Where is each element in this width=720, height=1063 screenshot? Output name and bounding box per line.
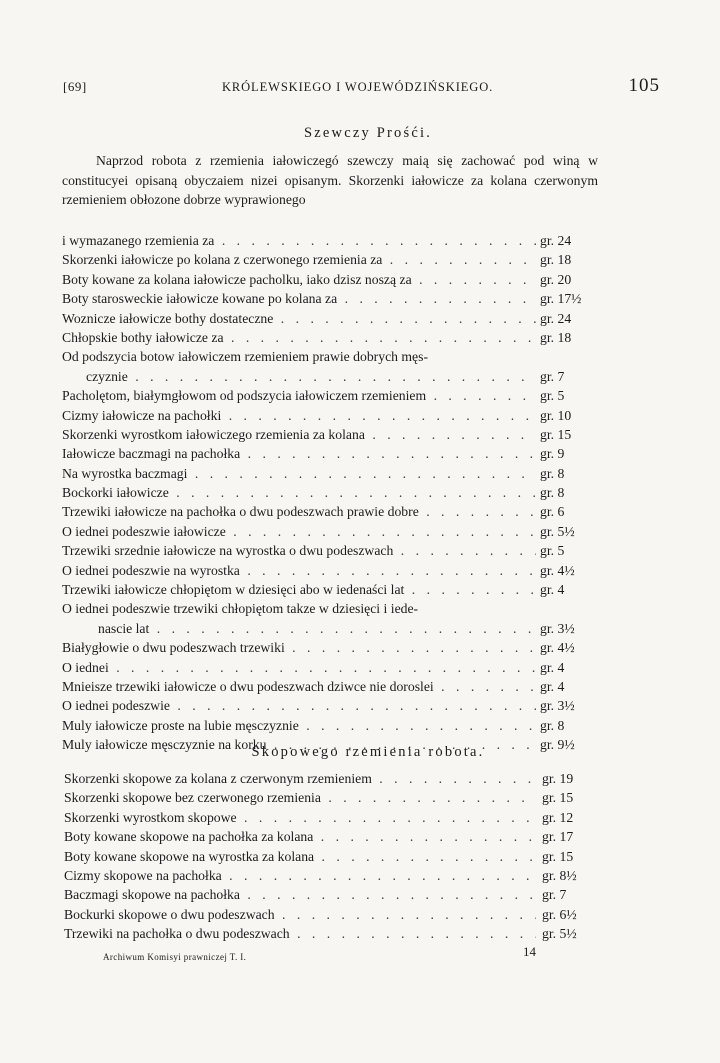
item-description: Od podszycia botow iałowiczem rzemieniem prawie dobrych męs-	[62, 349, 429, 365]
list-item	[62, 502, 598, 521]
list-item	[64, 885, 598, 904]
item-price: gr. 9	[540, 446, 565, 462]
item-price: gr. 4½	[540, 562, 575, 578]
item-description: O iednei podeszwie . . .	[62, 696, 536, 715]
item-price: gr. 5	[540, 543, 565, 559]
list-item	[64, 788, 598, 807]
list-item	[62, 619, 598, 638]
item-price: gr. 8	[540, 485, 565, 501]
item-description: Cizmy iałowicze na pachołki . . .	[62, 406, 536, 425]
item-price: gr. 8	[540, 465, 565, 481]
item-description: Bockorki iałowicze . . .	[62, 483, 536, 502]
item-description: Trzewiki na pachołka o dwu podeszwach . . .	[64, 924, 536, 943]
item-description: Trzewiki iałowicze na pachołka o dwu podeszwach prawie dobre . . .	[62, 502, 536, 521]
list-item	[62, 716, 598, 735]
list-item	[62, 347, 598, 366]
header-page-bracket: [69]	[63, 79, 87, 94]
item-description: Iałowicze baczmagi na pachołka . . .	[62, 444, 536, 463]
list-item	[62, 289, 598, 308]
item-description: Boty kowane skopowe na wyrostka za kolana . . .	[64, 847, 536, 866]
item-description: Muly iałowicze proste na lubie męsczyznie . . .	[62, 716, 536, 735]
item-price: gr. 17½	[540, 291, 582, 307]
footer-note: Archiwum Komisyi prawniczej T. I.	[103, 952, 247, 962]
list-item	[64, 827, 598, 846]
item-description: Na wyrostka baczmagi . . .	[62, 464, 536, 483]
list-item	[62, 406, 598, 425]
item-description: czyznie . . .	[86, 367, 536, 386]
list-item	[62, 483, 598, 502]
item-price: gr. 7	[540, 368, 565, 384]
list-item	[62, 658, 598, 677]
item-price: gr. 12	[542, 809, 574, 825]
list-item	[62, 541, 598, 560]
item-price: gr. 18	[540, 329, 572, 345]
item-description: Baczmagi skopowe na pachołka . . .	[64, 885, 536, 904]
item-description: Skorzenki iałowicze po kolana z czerwonego rzemienia za . . .	[62, 250, 536, 269]
item-price: gr. 6	[540, 504, 565, 520]
item-description: Boty starosweckie iałowicze kowane po kolana za . . .	[62, 289, 536, 308]
list-item	[64, 905, 598, 924]
list-item	[62, 367, 598, 386]
item-price: gr. 7	[542, 887, 567, 903]
item-description: Mnieisze trzewiki iałowicze o dwu podeszwach dziwce nie doroslei . . .	[62, 677, 536, 696]
item-price: gr. 5	[540, 388, 565, 404]
item-price: gr. 10	[540, 407, 572, 423]
item-description: O iednei podeszwie trzewiki chłopiętom takze w dziesięci i iede-	[62, 601, 419, 617]
page-number: 105	[628, 75, 660, 96]
list-item	[62, 599, 598, 618]
item-price: gr. 4	[540, 582, 565, 598]
item-price: gr. 18	[540, 252, 572, 268]
item-price: gr. 4	[540, 678, 565, 694]
item-price: gr. 15	[542, 790, 574, 806]
item-description: Białygłowie o dwu podeszwach trzewiki . . .	[62, 638, 536, 657]
list-item	[62, 270, 598, 289]
item-price: gr. 5½	[542, 926, 577, 942]
list-item	[64, 866, 598, 885]
list-item	[64, 847, 598, 866]
item-price: gr. 3½	[540, 620, 575, 636]
item-price: gr. 20	[540, 271, 572, 287]
price-list-szewczy	[62, 231, 598, 755]
item-description: Trzewiki srzednie iałowicze na wyrostka o dwu podeszwach . . .	[62, 541, 536, 560]
item-price: gr. 19	[542, 771, 574, 786]
list-item	[62, 561, 598, 580]
item-price: gr. 5½	[540, 523, 575, 539]
item-description: Boty kowane skopowe na pachołka za kolana . . .	[64, 827, 536, 846]
item-price: gr. 15	[540, 426, 572, 442]
item-description: Chłopskie bothy iałowicze za . . .	[62, 328, 536, 347]
item-price: gr. 4½	[540, 640, 575, 656]
item-description: O iednei podeszwie iałowicze . . .	[62, 522, 536, 541]
item-description: Skorzenki wyrostkom skopowe . . .	[64, 808, 536, 827]
item-description: O iednei . . .	[62, 658, 536, 677]
item-description: Skorzenki skopowe bez czerwonego rzemienia . . .	[64, 788, 536, 807]
list-item	[62, 638, 598, 657]
list-item	[62, 580, 598, 599]
list-item	[62, 309, 598, 328]
item-description: Pacholętom, białymgłowom od podszycia iałowiczem rzemieniem . . .	[62, 386, 536, 405]
intro-paragraph	[62, 151, 598, 210]
header-title: KRÓLEWSKIEGO I WOJEWÓDZIŃSKIEGO.	[221, 80, 494, 94]
item-price: gr. 9½	[540, 737, 575, 753]
list-item	[64, 924, 598, 943]
item-price: gr. 6½	[542, 906, 577, 922]
price-list-skopowego	[64, 769, 598, 944]
item-price: gr. 8½	[542, 867, 577, 883]
list-item	[62, 522, 598, 541]
item-price: gr. 17	[542, 829, 574, 845]
item-description: Trzewiki iałowicze chłopiętom w dziesięci abo w iedenaści lat . . .	[62, 580, 536, 599]
list-item	[62, 231, 598, 250]
item-description: Skorzenki skopowe za kolana z czerwonym rzemieniem . . .	[64, 769, 536, 788]
list-item	[62, 677, 598, 696]
item-price: gr. 8	[540, 717, 565, 733]
item-description: Boty kowane za kolana iałowicze pacholku, iako dzisz noszą za . . .	[62, 270, 536, 289]
list-item	[62, 425, 598, 444]
section-title-szewczy: Szewczy Prośći.	[303, 125, 433, 141]
running-header	[63, 75, 660, 97]
item-price: gr. 24	[540, 233, 572, 248]
item-description: Skorzenki wyrostkom iałowiczego rzemienia za kolana . . .	[62, 425, 536, 444]
item-description: Muly iałowicze męsczyznie na korku . . .	[62, 735, 536, 754]
list-item	[64, 769, 598, 788]
item-price: gr. 3½	[540, 698, 575, 714]
item-description: i wymazanego rzemienia za . . .	[62, 231, 536, 250]
item-description: O iednei podeszwie na wyrostka . . .	[62, 561, 536, 580]
list-item	[64, 808, 598, 827]
list-item	[62, 696, 598, 715]
item-price: gr. 15	[542, 848, 574, 864]
signature-mark: 14	[523, 944, 536, 959]
item-description: Woznicze iałowicze bothy dostateczne . . .	[62, 309, 536, 328]
item-description: Bockurki skopowe o dwu podeszwach . . .	[64, 905, 536, 924]
list-item	[62, 444, 598, 463]
item-description: Cizmy skopowe na pachołka . . .	[64, 866, 536, 885]
item-price: gr. 4	[540, 659, 565, 675]
item-description: nascie lat . . .	[98, 619, 536, 638]
list-item	[62, 464, 598, 483]
item-price: gr. 24	[540, 310, 572, 326]
list-item	[62, 328, 598, 347]
list-item	[62, 250, 598, 269]
intro-text: Naprzod robota z rzemienia iałowiczegó szewczy maią się zachować pod winą w constitucyei opisaną obyczaiem nizei opisanym. Skorzenki iałowicze za kolana czerwonym rzemieniem obłozone dobrze wyprawionego	[62, 153, 598, 207]
section-title-skopowego: Skopowego rzemienia robota.	[251, 744, 485, 760]
list-item	[62, 386, 598, 405]
